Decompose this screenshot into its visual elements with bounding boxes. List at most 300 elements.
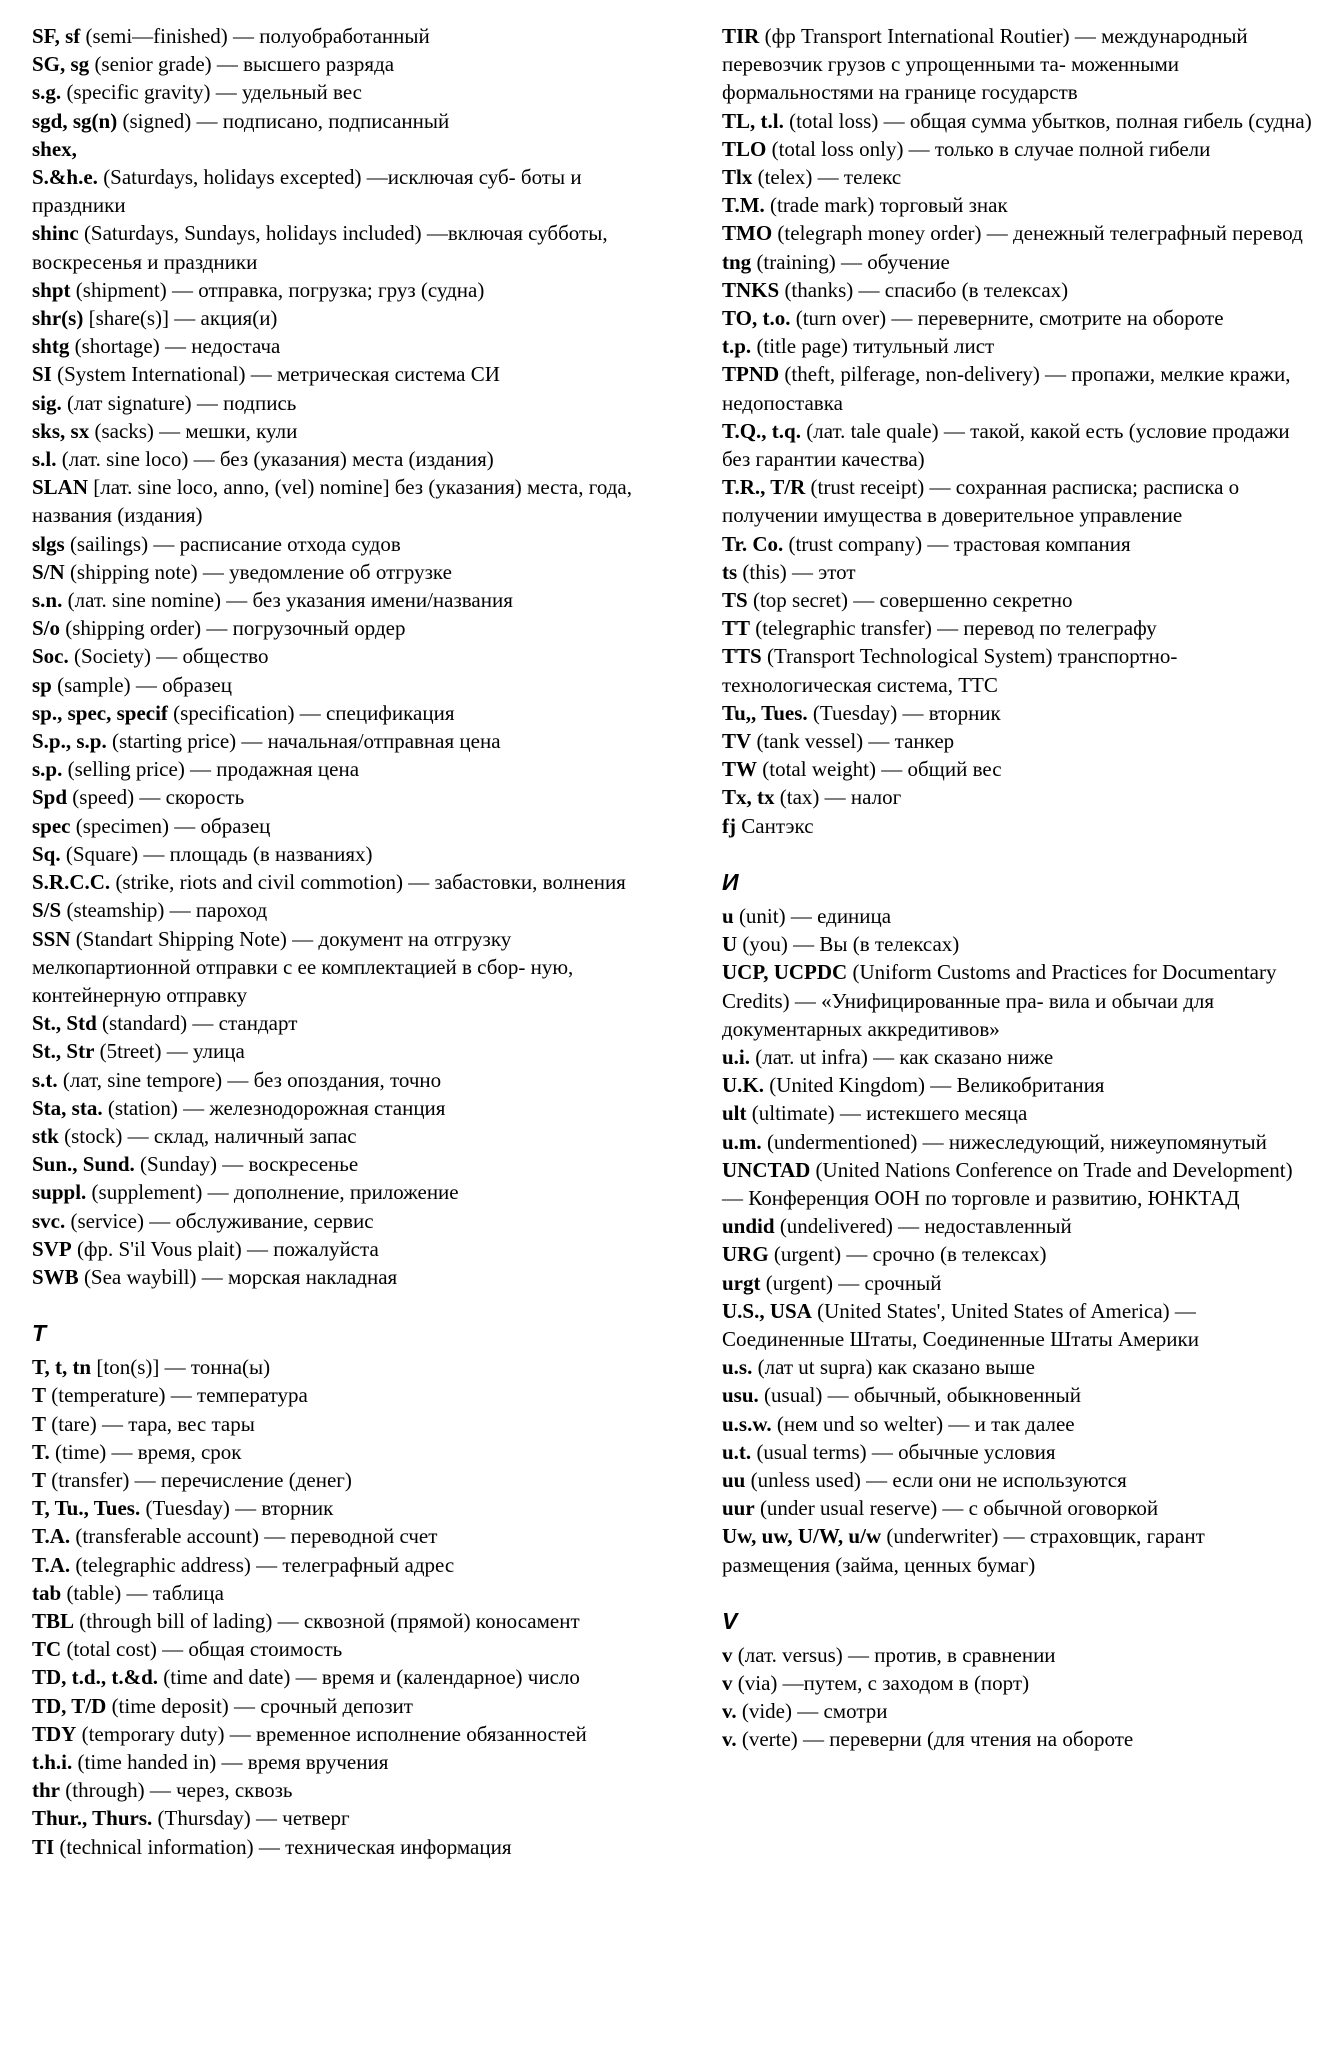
entry-term: shinc — [32, 221, 79, 246]
entry-term: Uw, uw, U/W, u/w — [722, 1524, 882, 1549]
entry-term: TLO — [722, 136, 767, 161]
dictionary-entry — [722, 473, 1312, 529]
entry-definition: [лат. sine loco, anno, (vel) nomine] без (указания) места, года, названия (издания) — [32, 475, 632, 528]
entry-term: Sta, sta. — [32, 1095, 103, 1120]
entry-definition: (time handed in) — время вручения — [72, 1749, 389, 1774]
entry-definition: (unless used) — если они не используются — [745, 1467, 1127, 1492]
entry-term: t.h.i. — [32, 1749, 73, 1774]
dictionary-entry — [722, 1697, 1312, 1725]
entry-definition: (tax) — налог — [774, 785, 902, 810]
entry-term: S.R.C.C. — [32, 870, 111, 895]
dictionary-entry — [32, 1692, 652, 1720]
dictionary-entry — [722, 135, 1312, 163]
entry-term: sig. — [32, 390, 62, 415]
entry-term: suppl. — [32, 1180, 87, 1205]
entry-definition: (via) —путем, с заходом в (порт) — [732, 1670, 1030, 1695]
dictionary-entry — [32, 1748, 652, 1776]
section-heading: V — [722, 1607, 738, 1634]
entry-definition: (shipment) — отправка, погрузка; груз (судна) — [70, 277, 485, 302]
dictionary-entry — [32, 1381, 652, 1409]
dictionary-entry — [722, 755, 1312, 783]
entry-definition: (лат, sine tempore) — без опоздания, точно — [57, 1067, 442, 1092]
entry-term: T — [32, 1467, 47, 1492]
entry-term: s.n. — [32, 588, 63, 613]
entry-definition: (total weight) — общий вес — [757, 757, 1002, 782]
dictionary-entry — [32, 642, 652, 670]
entry-term: undid — [722, 1214, 775, 1239]
entry-term: UNCTAD — [722, 1157, 811, 1182]
dictionary-entry — [32, 1663, 652, 1691]
entry-term: spec — [32, 813, 71, 838]
dictionary-entry — [32, 1607, 652, 1635]
entry-definition: (specimen) — образец — [70, 813, 271, 838]
entry-term: ts — [722, 559, 738, 584]
entry-term: u.s. — [722, 1355, 753, 1380]
entry-term: S/S — [32, 898, 62, 923]
entry-definition: (лат. tale quale) — такой, какой есть (условие продажи без гарантии качества) — [722, 418, 1290, 472]
entry-definition: (Uniform Customs and Practices for Documentary Credits) — «Унифицированные пра- вила и обычаи для документарных аккредитивов» — [722, 960, 1277, 1041]
entry-term: TT — [722, 616, 751, 641]
dictionary-entry — [32, 417, 652, 445]
entry-term: ult — [722, 1101, 747, 1126]
entry-term: TO, t.o. — [722, 306, 791, 331]
entry-term: v — [722, 1670, 733, 1695]
entry-definition: (time and date) — время и (календарное) число — [158, 1665, 580, 1690]
entry-term: TW — [722, 757, 758, 782]
entry-term: S.p., s.p. — [32, 729, 107, 754]
entry-term: U.K. — [722, 1073, 764, 1098]
entry-term: S/N — [32, 559, 65, 584]
entry-definition: (service) — обслуживание, сервис — [65, 1208, 374, 1233]
entry-definition: (shipping note) — уведомление об отгрузке — [64, 559, 452, 584]
entry-term: TS — [722, 588, 748, 613]
entry-definition: (time) — время, срок — [49, 1439, 242, 1464]
entry-definition: (telex) — телекс — [752, 165, 902, 190]
dictionary-entry — [32, 530, 652, 558]
entry-term: TI — [32, 1834, 55, 1859]
dictionary-entry — [722, 304, 1312, 332]
entry-definition: (specification) — спецификация — [167, 700, 455, 725]
entry-definition: (Tuesday) — вторник — [807, 700, 1001, 725]
entry-term: T, Tu., Tues. — [32, 1496, 141, 1521]
entry-definition: (лат. sine nomine) — без указания имени/названия — [62, 588, 513, 613]
entry-term: t.p. — [722, 334, 752, 359]
entry-definition: (Society) — общество — [68, 644, 269, 669]
entry-definition: (Sea waybill) — морская накладная — [78, 1264, 398, 1289]
entry-term: T.A. — [32, 1524, 71, 1549]
dictionary-entry — [722, 1494, 1312, 1522]
dictionary-entry — [722, 1099, 1312, 1127]
entry-term: SI — [32, 362, 52, 387]
entry-term: thr — [32, 1778, 60, 1803]
entry-term: shpt — [32, 277, 71, 302]
entry-definition: (top secret) — совершенно секретно — [747, 588, 1073, 613]
dictionary-entry — [722, 1353, 1312, 1381]
dictionary-entry — [32, 163, 652, 219]
section-heading: T — [32, 1320, 47, 1347]
entry-definition: (theft, pilferage, non-delivery) — пропажи, мелкие кражи, недопоставка — [722, 362, 1291, 415]
dictionary-entry — [722, 107, 1312, 135]
entry-definition: (Saturdays, holidays excepted) —исключая суб- боты и праздники — [32, 165, 582, 218]
entry-definition: (through bill of lading) — сквозной (прямой) коносамент — [74, 1608, 580, 1633]
entry-definition: (underwriter) — страховщик, гарант размещения (займа, ценных бумаг) — [722, 1524, 1205, 1577]
entry-term: St., Str — [32, 1039, 95, 1064]
dictionary-entry — [722, 586, 1312, 614]
dictionary-entry — [32, 783, 652, 811]
entry-definition: (tare) — тара, вес тары — [46, 1411, 255, 1436]
entry-term: TC — [32, 1637, 62, 1662]
dictionary-entry — [32, 1466, 652, 1494]
entry-definition: (urgent) — срочно (в телексах) — [768, 1242, 1047, 1267]
entry-term: fj — [722, 813, 736, 838]
entry-definition: (time deposit) — срочный депозит — [106, 1693, 413, 1718]
entry-definition: (telegraphic transfer) — перевод по телеграфу — [750, 616, 1157, 641]
dictionary-entry — [722, 248, 1312, 276]
entry-term: v — [722, 1642, 733, 1667]
dictionary-entry — [722, 163, 1312, 191]
entry-definition: (unit) — единица — [733, 903, 892, 928]
dictionary-entry — [32, 1579, 652, 1607]
dictionary-entry — [722, 1641, 1312, 1669]
entry-definition: (Transport Technological System) транспортно-технологическая система, ТТС — [722, 644, 1178, 697]
entry-term: sks, sx — [32, 418, 90, 443]
dictionary-entry — [722, 1043, 1312, 1071]
dictionary-entry — [32, 1494, 652, 1522]
entry-definition: (you) — Вы (в телексах) — [737, 932, 960, 957]
entry-term: u — [722, 903, 734, 928]
entry-term: Soc. — [32, 644, 69, 669]
dictionary-entry — [32, 1207, 652, 1235]
entry-term: TMO — [722, 221, 773, 246]
dictionary-entry — [32, 445, 652, 473]
entry-definition: (technical information) — техническая информация — [54, 1834, 512, 1859]
dictionary-entry — [32, 1776, 652, 1804]
entry-definition: (telegraph money order) — денежный телеграфный перевод — [772, 221, 1303, 246]
dictionary-entry — [32, 812, 652, 840]
dictionary-entry — [32, 389, 652, 417]
dictionary-entry — [722, 958, 1312, 1043]
dictionary-entry — [32, 1037, 652, 1065]
entry-definition: (System International) — метрическая система СИ — [51, 362, 500, 387]
entry-definition: [ton(s)] — тонна(ы) — [91, 1355, 271, 1380]
dictionary-entry — [32, 360, 652, 388]
entry-term: slgs — [32, 531, 65, 556]
dictionary-entry — [722, 1297, 1312, 1353]
dictionary-entry — [722, 930, 1312, 958]
entry-term: tng — [722, 249, 752, 274]
dictionary-entry — [722, 1269, 1312, 1297]
dictionary-entry — [32, 1833, 652, 1861]
entry-term: SWB — [32, 1264, 79, 1289]
entry-term: s.t. — [32, 1067, 58, 1092]
entry-term: TL, t.l. — [722, 108, 784, 133]
dictionary-entry — [32, 1635, 652, 1663]
entry-definition: (stock) — склад, наличный запас — [58, 1123, 357, 1148]
dictionary-entry — [722, 1410, 1312, 1438]
entry-definition: (Tuesday) — вторник — [140, 1496, 334, 1521]
entry-definition: (sacks) — мешки, кули — [89, 418, 298, 443]
entry-term: St., Std — [32, 1011, 97, 1036]
dictionary-entry — [722, 699, 1312, 727]
entry-term: SF, sf — [32, 24, 81, 48]
dictionary-entry — [722, 1212, 1312, 1240]
entry-term: Sun., Sund. — [32, 1152, 135, 1177]
entry-term: URG — [722, 1242, 769, 1267]
entry-term: Tx, tx — [722, 785, 775, 810]
dictionary-entry — [722, 191, 1312, 219]
dictionary-entry — [32, 1551, 652, 1579]
dictionary-entry — [32, 1353, 652, 1381]
entry-definition: (semi—finished) — полуобработанный — [80, 24, 430, 48]
entry-term: TV — [722, 729, 752, 754]
entry-definition: (5treet) — улица — [94, 1039, 245, 1064]
entry-definition: (Saturdays, Sundays, holidays included) —включая субботы, воскресенья и праздники — [32, 221, 608, 274]
dictionary-entry — [722, 1381, 1312, 1409]
entry-term: UCP, UCPDC — [722, 960, 848, 985]
entry-term: TNKS — [722, 277, 780, 302]
entry-definition: (лат ut supra) как сказано выше — [752, 1355, 1035, 1380]
entry-definition: (Standart Shipping Note) — документ на отгрузку мелкопартионной отправки с ее комплектацией в сбор- ную, контейнерную отправку — [32, 926, 574, 1007]
entry-definition: (starting price) — начальная/отправная цена — [106, 729, 501, 754]
entry-term: SLAN — [32, 475, 89, 500]
entry-term: u.t. — [722, 1439, 752, 1464]
dictionary-entry — [722, 783, 1312, 811]
dictionary-entry — [722, 1669, 1312, 1697]
entry-term: TD, T/D — [32, 1693, 107, 1718]
dictionary-entry — [722, 558, 1312, 586]
entry-definition: (United Kingdom) — Великобритания — [764, 1073, 1105, 1098]
entry-term: U — [722, 932, 738, 957]
dictionary-entry — [722, 1522, 1312, 1578]
dictionary-entry — [32, 671, 652, 699]
entry-term: T — [32, 1383, 47, 1408]
entry-term: usu. — [722, 1383, 759, 1408]
dictionary-entry — [722, 642, 1312, 698]
dictionary-entry — [32, 50, 652, 78]
entry-term: uur — [722, 1496, 755, 1521]
entry-term: s.p. — [32, 757, 63, 782]
dictionary-entry — [32, 1122, 652, 1150]
entry-term: uu — [722, 1467, 746, 1492]
entry-term: u.i. — [722, 1044, 751, 1069]
dictionary-entry — [32, 473, 652, 529]
dictionary-entry — [32, 1094, 652, 1122]
dictionary-entry — [32, 755, 652, 783]
entry-definition: (station) — железнодорожная станция — [102, 1095, 446, 1120]
dictionary-entry — [32, 304, 652, 332]
dictionary-entry — [32, 1720, 652, 1748]
entry-definition: (trust receipt) — сохранная расписка; расписка о получении имущества в доверительное управление — [722, 475, 1240, 528]
entry-definition: (фр. S'il Vous plait) — пожалуйста — [71, 1236, 379, 1261]
right-column — [722, 22, 1312, 1754]
entry-definition: (verte) — переверни (для чтения на обороте — [736, 1727, 1134, 1752]
entry-definition: (temperature) — температура — [46, 1383, 308, 1408]
entry-definition: (usual) — обычный, обыкновенный — [758, 1383, 1081, 1408]
entry-term: SVP — [32, 1236, 72, 1261]
dictionary-entry — [722, 614, 1312, 642]
entry-definition: (нем und so welter) — и так далее — [771, 1411, 1075, 1436]
dictionary-entry — [32, 332, 652, 360]
dictionary-entry — [722, 1466, 1312, 1494]
dictionary-entry — [32, 1066, 652, 1094]
entry-definition: (United Nations Conference on Trade and Development) — Конференция ООН по торговле и развитию, ЮНКТАД — [722, 1157, 1293, 1210]
entry-definition: (лат signature) — подпись — [61, 390, 297, 415]
dictionary-entry — [32, 840, 652, 868]
entry-term: stk — [32, 1123, 59, 1148]
dictionary-entry — [722, 417, 1312, 473]
dictionary-entry — [32, 1178, 652, 1206]
entry-definition: (лат. ut infra) — как сказано ниже — [750, 1044, 1054, 1069]
dictionary-entry — [722, 219, 1312, 247]
entry-definition: (лат. versus) — против, в сравнении — [732, 1642, 1056, 1667]
entry-definition: (tank vessel) — танкер — [751, 729, 955, 754]
entry-definition: (trade mark) торговый знак — [764, 193, 1008, 218]
entry-definition: Сантэкс — [736, 813, 814, 838]
entry-definition: (ultimate) — истекшего месяца — [746, 1101, 1028, 1126]
dictionary-entry — [32, 586, 652, 614]
entry-definition: (urgent) — срочный — [760, 1270, 942, 1295]
entry-term: sgd, sg(n) — [32, 108, 118, 133]
entry-term: v. — [722, 1727, 737, 1752]
entry-term: T.A. — [32, 1552, 71, 1577]
entry-term: T.M. — [722, 193, 765, 218]
entry-term: s.g. — [32, 80, 62, 105]
entry-term: shex, — [32, 136, 77, 161]
entry-definition: (usual terms) — обычные условия — [751, 1439, 1056, 1464]
entry-definition: (фр Transport International Routier) — международный перевозчик грузов с упрощенными та- моженными формальностями на границе государств — [722, 24, 1248, 105]
entry-term: sp — [32, 672, 52, 697]
entry-term: svc. — [32, 1208, 66, 1233]
entry-term: v. — [722, 1699, 737, 1724]
entry-term: Tlx — [722, 165, 753, 190]
dictionary-entry — [32, 1522, 652, 1550]
entry-term: TTS — [722, 644, 762, 669]
dictionary-entry — [32, 107, 652, 135]
entry-term: T, t, tn — [32, 1355, 92, 1380]
entry-term: TD, t.d., t.&d. — [32, 1665, 159, 1690]
entry-term: sp., spec, specif — [32, 700, 168, 725]
entry-definition: (steamship) — пароход — [61, 898, 268, 923]
entry-term: TIR — [722, 24, 760, 48]
entry-definition: (sailings) — расписание отхода судов — [64, 531, 401, 556]
dictionary-entry — [32, 699, 652, 727]
dictionary-entry — [32, 1263, 652, 1291]
dictionary-entry — [722, 276, 1312, 304]
entry-term: T — [32, 1411, 47, 1436]
entry-definition: (selling price) — продажная цена — [62, 757, 360, 782]
dictionary-entry — [722, 22, 1312, 107]
dictionary-entry — [722, 530, 1312, 558]
dictionary-entry — [722, 1156, 1312, 1212]
entry-definition: (sample) — образец — [51, 672, 232, 697]
dictionary-entry — [32, 135, 652, 163]
left-column — [32, 22, 652, 1861]
entry-definition: (transferable account) — переводной счет — [70, 1524, 438, 1549]
entry-definition: (undelivered) — недоставленный — [774, 1214, 1072, 1239]
dictionary-entry — [32, 868, 652, 896]
dictionary-entry — [722, 360, 1312, 416]
entry-definition: (лат. sine loco) — без (указания) места (издания) — [56, 447, 494, 472]
entry-definition: [share(s)] — акция(и) — [83, 306, 278, 331]
entry-definition: (through) — через, сквозь — [60, 1778, 293, 1803]
entry-definition: (total loss) — общая сумма убытков, полная гибель (судна) — [783, 108, 1312, 133]
entry-term: S/o — [32, 616, 61, 641]
entry-term: S.&h.e. — [32, 165, 98, 190]
entry-definition: (signed) — подписано, подписанный — [117, 108, 450, 133]
entry-term: shr(s) — [32, 306, 84, 331]
dictionary-entry — [32, 219, 652, 275]
entry-term: Sq. — [32, 841, 61, 866]
entry-definition: (total cost) — общая стоимость — [61, 1637, 343, 1662]
entry-definition: (supplement) — дополнение, приложение — [86, 1180, 459, 1205]
dictionary-entry — [722, 1240, 1312, 1268]
section-heading: И — [722, 868, 739, 895]
entry-term: Thur., Thurs. — [32, 1806, 153, 1831]
entry-definition: (transfer) — перечисление (денег) — [46, 1467, 352, 1492]
dictionary-entry — [722, 727, 1312, 755]
dictionary-entry — [722, 812, 1312, 840]
entry-definition: (thanks) — спасибо (в телексах) — [779, 277, 1069, 302]
dictionary-entry — [722, 1071, 1312, 1099]
entry-definition: (strike, riots and civil commotion) — забастовки, волнения — [110, 870, 626, 895]
dictionary-entry — [32, 1150, 652, 1178]
entry-definition: (telegraphic address) — телеграфный адрес — [70, 1552, 455, 1577]
entry-definition: (Thursday) — четверг — [152, 1806, 350, 1831]
dictionary-entry — [32, 1235, 652, 1263]
dictionary-entry — [32, 78, 652, 106]
entry-definition: (undermentioned) — нижеследующий, нижеупомянутый — [761, 1129, 1267, 1154]
entry-definition: (Sunday) — воскресенье — [134, 1152, 359, 1177]
entry-definition: (training) — обучение — [751, 249, 950, 274]
dictionary-entry — [32, 558, 652, 586]
entry-term: TPND — [722, 362, 780, 387]
entry-term: u.m. — [722, 1129, 762, 1154]
entry-definition: (under usual reserve) — с обычной оговоркой — [754, 1496, 1159, 1521]
entry-term: SSN — [32, 926, 71, 951]
dictionary-entry — [722, 1725, 1312, 1753]
entry-term: U.S., USA — [722, 1298, 812, 1323]
entry-term: T.Q., t.q. — [722, 418, 801, 443]
dictionary-entry — [32, 1410, 652, 1438]
entry-definition: (standard) — стандарт — [96, 1011, 298, 1036]
entry-term: T.R., T/R — [722, 475, 806, 500]
dictionary-entry — [722, 1438, 1312, 1466]
entry-definition: (United States', United States of America) — Соединенные Штаты, Соединенные Штаты Америки — [722, 1298, 1199, 1351]
dictionary-entry — [32, 1804, 652, 1832]
entry-term: u.s.w. — [722, 1411, 772, 1436]
entry-definition: (turn over) — переверните, смотрите на обороте — [790, 306, 1224, 331]
entry-term: Tu,, Tues. — [722, 700, 808, 725]
dictionary-entry — [32, 22, 652, 50]
entry-term: s.l. — [32, 447, 57, 472]
entry-definition: (total loss only) — только в случае полной гибели — [766, 136, 1211, 161]
entry-term: Spd — [32, 785, 68, 810]
entry-term: tab — [32, 1580, 62, 1605]
entry-term: T. — [32, 1439, 50, 1464]
entry-term: urgt — [722, 1270, 761, 1295]
dictionary-entry — [722, 902, 1312, 930]
dictionary-entry — [32, 1009, 652, 1037]
entry-definition: (shipping order) — погрузочный ордер — [60, 616, 406, 641]
entry-term: Tr. Co. — [722, 531, 784, 556]
dictionary-entry — [32, 1438, 652, 1466]
entry-term: SG, sg — [32, 52, 90, 77]
entry-definition: (Square) — площадь (в названиях) — [60, 841, 373, 866]
dictionary-entry — [722, 332, 1312, 360]
entry-definition: (table) — таблица — [61, 1580, 224, 1605]
entry-term: TDY — [32, 1721, 77, 1746]
entry-definition: (specific gravity) — удельный вес — [61, 80, 362, 105]
